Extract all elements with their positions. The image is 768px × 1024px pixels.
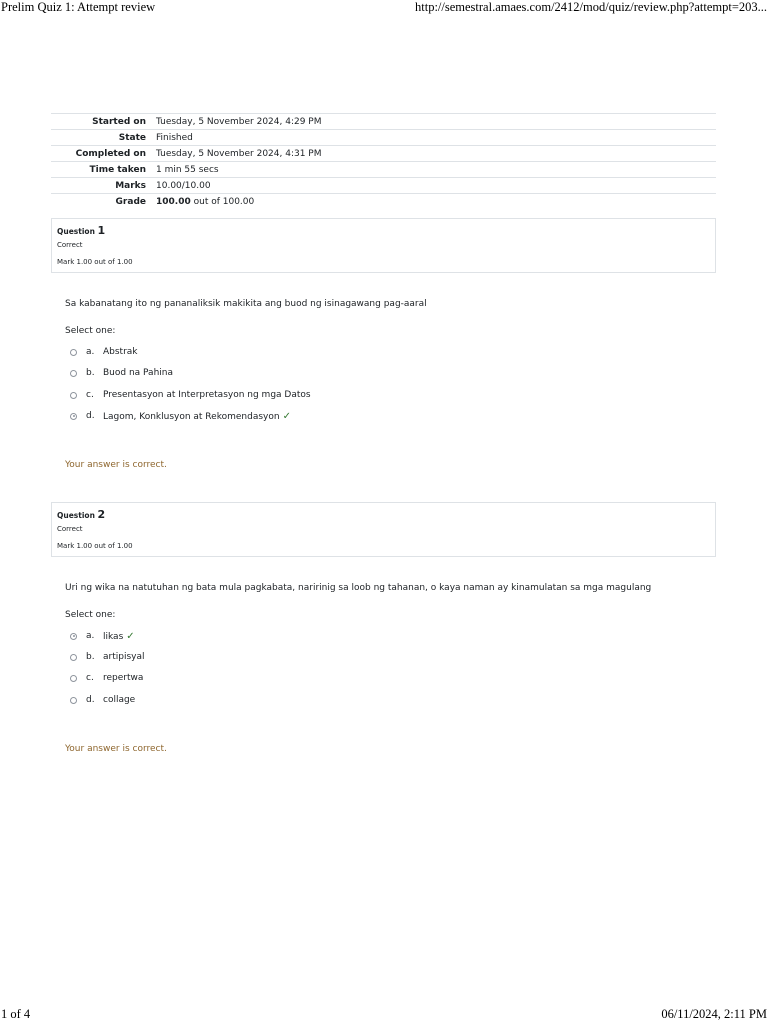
summary-row (51, 146, 716, 162)
answer-feedback: Your answer is correct. (65, 744, 167, 754)
grade-total: out of 100.00 (193, 196, 255, 207)
select-one-prompt: Select one: (65, 610, 116, 620)
question-mark: Mark 1.00 out of 1.00 (57, 258, 133, 266)
summary-row (51, 162, 716, 178)
radio-button[interactable] (70, 370, 77, 377)
question-state: Correct (57, 241, 83, 249)
radio-button[interactable] (70, 697, 77, 704)
radio-button[interactable] (70, 675, 77, 682)
radio-button-selected[interactable] (70, 413, 77, 420)
page-url: http://semestral.amaes.com/2412/mod/quiz/review.php?attempt=203... (415, 0, 767, 14)
summary-value: Tuesday, 5 November 2024, 4:29 PM (156, 114, 716, 130)
summary-label: Grade (51, 194, 156, 210)
summary-row (51, 130, 716, 146)
question-number: Question 2 (57, 508, 106, 521)
print-datetime: 06/11/2024, 2:11 PM (661, 1007, 767, 1021)
option-text: Abstrak (103, 347, 138, 357)
attempt-summary-table (51, 113, 716, 209)
option-letter: b. (86, 368, 95, 378)
option-text: artipisyal (103, 652, 145, 662)
grade-value: 100.00 (156, 196, 191, 207)
option-letter: d. (86, 695, 95, 705)
page-number: 1 of 4 (1, 1007, 31, 1021)
summary-value (156, 194, 716, 210)
answer-option[interactable] (70, 650, 145, 664)
summary-label: Completed on (51, 146, 156, 162)
option-letter: c. (86, 673, 94, 683)
answer-option[interactable] (70, 388, 311, 402)
summary-label: State (51, 130, 156, 146)
option-text: collage (103, 695, 136, 705)
answer-option[interactable] (70, 345, 138, 359)
answer-option-selected[interactable] (70, 409, 291, 423)
question-state: Correct (57, 525, 83, 533)
summary-label: Started on (51, 114, 156, 130)
option-text: repertwa (103, 673, 144, 683)
option-letter: a. (86, 347, 95, 357)
question-info-1 (51, 218, 716, 273)
summary-label: Marks (51, 178, 156, 194)
option-letter: c. (86, 390, 94, 400)
answer-option-selected[interactable] (70, 629, 135, 643)
summary-row (51, 194, 716, 210)
question-text: Uri ng wika na natutuhan ng bata mula pagkabata, naririnig sa loob ng tahanan, o kaya naman ay kinamulatan sa mga magulang (65, 583, 652, 593)
summary-row (51, 114, 716, 130)
answer-option[interactable] (70, 693, 136, 707)
option-letter: b. (86, 652, 95, 662)
radio-button[interactable] (70, 349, 77, 356)
radio-button-selected[interactable] (70, 633, 77, 640)
summary-row (51, 178, 716, 194)
select-one-prompt: Select one: (65, 326, 116, 336)
page-title: Prelim Quiz 1: Attempt review (1, 0, 156, 14)
question-text: Sa kabanatang ito ng pananaliksik makikita ang buod ng isinagawang pag-aaral (65, 299, 427, 309)
option-letter: a. (86, 631, 95, 641)
summary-label: Time taken (51, 162, 156, 178)
answer-feedback: Your answer is correct. (65, 460, 167, 470)
option-text: Buod na Pahina (103, 368, 174, 378)
radio-button[interactable] (70, 392, 77, 399)
option-text: Presentasyon at Interpretasyon ng mga Datos (103, 390, 311, 400)
print-header (0, 0, 768, 16)
question-number: Question 1 (57, 224, 106, 237)
radio-button[interactable] (70, 654, 77, 661)
question-info-2 (51, 502, 716, 557)
summary-value: Finished (156, 130, 716, 146)
summary-value: 10.00/10.00 (156, 178, 716, 194)
option-text-correct: Lagom, Konklusyon at Rekomendasyon ✓ (103, 410, 291, 422)
check-icon: ✓ (282, 410, 291, 422)
answer-option[interactable] (70, 366, 174, 380)
summary-value: 1 min 55 secs (156, 162, 716, 178)
option-text-correct: likas ✓ (103, 630, 135, 642)
question-mark: Mark 1.00 out of 1.00 (57, 542, 133, 550)
check-icon: ✓ (126, 630, 135, 642)
answer-option[interactable] (70, 671, 144, 685)
option-letter: d. (86, 411, 95, 421)
print-footer (0, 1006, 768, 1024)
summary-value: Tuesday, 5 November 2024, 4:31 PM (156, 146, 716, 162)
